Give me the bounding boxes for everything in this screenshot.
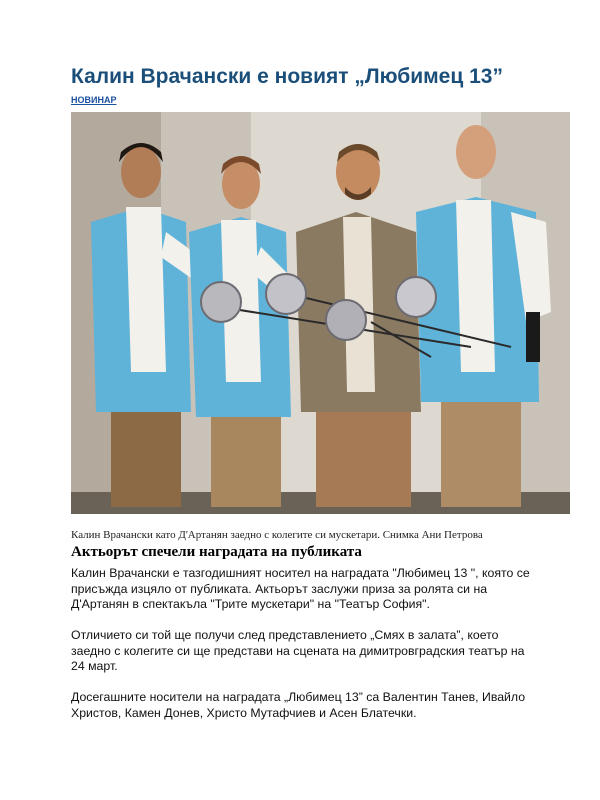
paragraph-2: Отличието си той ще получи след представлението „Смях в залата”, което заедно с колегите си ще представи на сцената на димитровградския театър на 24 март. <box>71 628 525 673</box>
article-subtitle: Актьорът спечели наградата на публиката <box>71 544 362 560</box>
article <box>71 64 571 720</box>
photo-caption: Калин Врачански като Д'Артанян заедно с колегите си мускетари. Снимка Ани Петрова <box>71 529 483 541</box>
musketeers-photo <box>71 112 570 514</box>
article-photo <box>71 112 570 514</box>
paragraph-1: Калин Врачански е тазгодишният носител на наградата "Любимец 13 ", която се присъжда изцяло от публиката. Актьорът заслужи приза за ролята си на Д'Артанян в спектакъла "Трите мускетари" на "Театър София". <box>71 566 530 611</box>
paragraph-3: Досегашните носители на наградата „Любимец 13” са Валентин Танев, Ивайло Христов, Камен Донев, Христо Мутафчиев и Асен Блатечки. <box>71 690 526 720</box>
article-title: Калин Врачански е новият „Любимец 13” <box>71 65 503 88</box>
category-link[interactable]: НОВИНАР <box>71 95 117 105</box>
article-body <box>71 566 531 737</box>
